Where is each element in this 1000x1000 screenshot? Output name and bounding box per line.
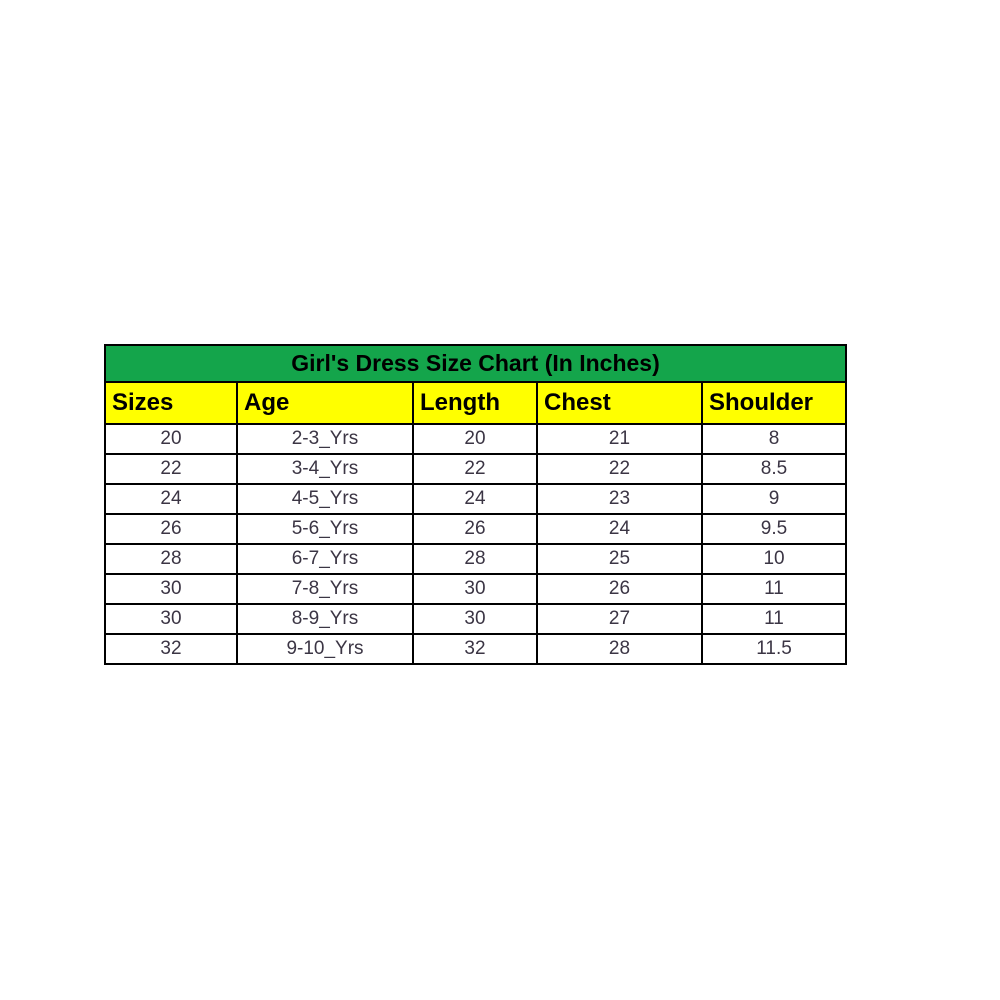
table-cell: 27 <box>537 604 702 634</box>
table-cell: 26 <box>413 514 537 544</box>
column-header-chest: Chest <box>537 382 702 424</box>
table-cell: 25 <box>537 544 702 574</box>
table-cell: 8 <box>702 424 846 454</box>
table-cell: 4-5_Yrs <box>237 484 413 514</box>
table-cell: 8.5 <box>702 454 846 484</box>
table-cell: 20 <box>413 424 537 454</box>
table-row <box>105 604 846 634</box>
table-cell: 32 <box>105 634 237 664</box>
table-cell: 9-10_Yrs <box>237 634 413 664</box>
table-cell: 26 <box>105 514 237 544</box>
table-cell: 22 <box>105 454 237 484</box>
table-cell: 28 <box>413 544 537 574</box>
table-cell: 9.5 <box>702 514 846 544</box>
table-cell: 26 <box>537 574 702 604</box>
table-cell: 11 <box>702 604 846 634</box>
table-cell: 28 <box>537 634 702 664</box>
table-row <box>105 514 846 544</box>
column-header-age: Age <box>237 382 413 424</box>
table-cell: 30 <box>105 574 237 604</box>
table-cell: 8-9_Yrs <box>237 604 413 634</box>
table-cell: 11.5 <box>702 634 846 664</box>
table-cell: 21 <box>537 424 702 454</box>
table-cell: 22 <box>537 454 702 484</box>
table-cell: 7-8_Yrs <box>237 574 413 604</box>
table-row <box>105 424 846 454</box>
table-row <box>105 454 846 484</box>
column-header-shoulder: Shoulder <box>702 382 846 424</box>
column-header-sizes: Sizes <box>105 382 237 424</box>
table-header-row <box>105 382 846 424</box>
table-title: Girl's Dress Size Chart (In Inches) <box>105 345 846 382</box>
table-cell: 10 <box>702 544 846 574</box>
table-cell: 28 <box>105 544 237 574</box>
table-cell: 30 <box>413 574 537 604</box>
table-cell: 6-7_Yrs <box>237 544 413 574</box>
table-cell: 30 <box>105 604 237 634</box>
table-cell: 3-4_Yrs <box>237 454 413 484</box>
column-header-length: Length <box>413 382 537 424</box>
table-row <box>105 484 846 514</box>
table-cell: 22 <box>413 454 537 484</box>
table-cell: 11 <box>702 574 846 604</box>
table-row <box>105 634 846 664</box>
table-cell: 2-3_Yrs <box>237 424 413 454</box>
table-cell: 32 <box>413 634 537 664</box>
table-cell: 23 <box>537 484 702 514</box>
table-cell: 20 <box>105 424 237 454</box>
table-body <box>105 424 846 664</box>
table-row <box>105 574 846 604</box>
size-chart-table <box>104 344 847 665</box>
table-cell: 5-6_Yrs <box>237 514 413 544</box>
table-cell: 30 <box>413 604 537 634</box>
table-cell: 24 <box>413 484 537 514</box>
table-title-row <box>105 345 846 382</box>
table-row <box>105 544 846 574</box>
table-cell: 24 <box>537 514 702 544</box>
table-cell: 24 <box>105 484 237 514</box>
table-cell: 9 <box>702 484 846 514</box>
